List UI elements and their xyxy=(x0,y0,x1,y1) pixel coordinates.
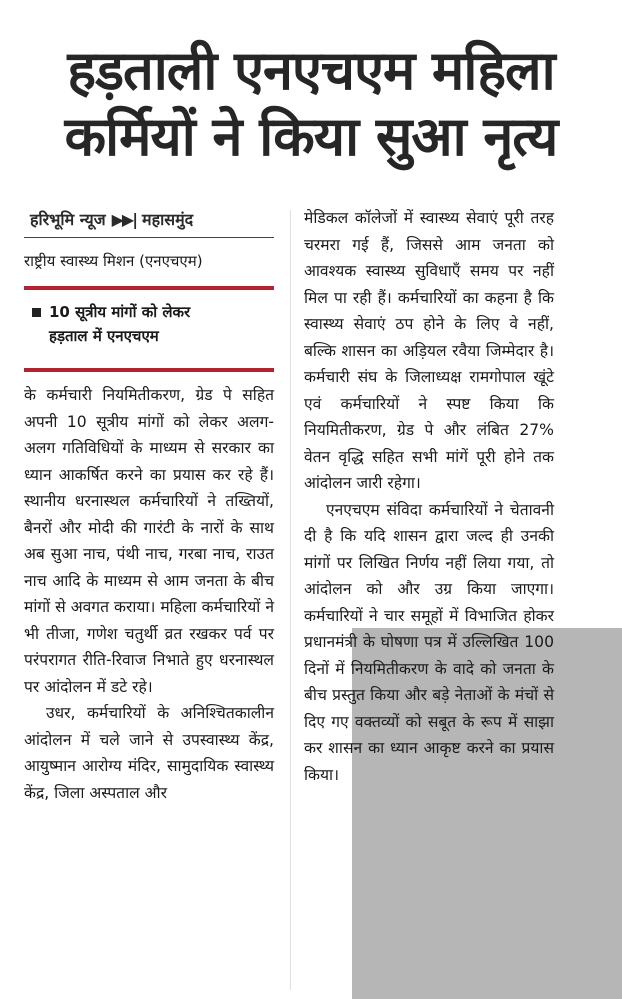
headline xyxy=(0,38,622,170)
byline-source: हरिभूमि न्यूज xyxy=(30,210,106,229)
right-column xyxy=(304,205,554,788)
bullet-square-icon xyxy=(32,308,41,317)
paragraph: एनएचएम संविदा कर्मचारियों ने चेतावनी दी है कि यदि शासन द्वारा जल्द ही उनकी मांगों पर लिखित निर्णय नहीं लिया गया, तो आंदोलन को और उग्र किया जाएगा। कर्मचारियों ने चार समूहों में विभाजित होकर प्रधानमंत्री के घोषणा पत्र में उल्लिखित 100 दिनों में नियमितीकरण के वादे को जनता के बीच प्रस्तुत किया और बड़े नेताओं के मंचों से दिए गए वक्तव्यों को सबूत के रूप में साझा कर शासन का ध्यान आकृष्ट करने का प्रयास किया। xyxy=(304,500,554,784)
byline xyxy=(30,205,274,235)
paragraph: उधर, कर्मचारियों के अनिश्चितकालीन आंदोलन में चले जाने से उपस्वास्थ्य केंद्र, आयुष्मान आरोग्य मंदिर, सामुदायिक स्वास्थ्य केंद्र, जिला अस्पताल और xyxy=(24,704,274,802)
highlight-line-1: 10 सूत्रीय मांगों को लेकर xyxy=(49,303,191,321)
intro-line: राष्ट्रीय स्वास्थ्य मिशन (एनएचएम) xyxy=(24,252,203,270)
headline-line-1: हड़ताली एनएचएम महिला xyxy=(67,39,555,102)
highlight-bottom-rule xyxy=(24,368,274,372)
highlight-line-2: हड़ताल में एनएचएम xyxy=(49,327,159,345)
byline-location: महासमुंद xyxy=(142,210,194,229)
paragraph: मेडिकल कॉलेजों में स्वास्थ्य सेवाएं पूरी तरह चरमरा गई हैं, जिससे आम जनता को आवश्यक स्वास्थ्य सुविधाएँ समय पर नहीं मिल पा रही हैं। कर्मचारियों का कहना है कि स्वास्थ्य सेवाएं ठप होने के लिए वे नहीं, बल्कि शासन का अड़ियल रवैया जिम्मेदार है। कर्मचारी संघ के जिलाध्यक्ष रामगोपाल खूंटे एवं कर्मचारियों ने स्पष्ट किया कि नियमितीकरण, ग्रेड पे और लंबित 27% वेतन वृद्धि सहित सभी मांगें पूरी होने तक आंदोलन जारी रहेगा। xyxy=(304,209,554,492)
headline-line-2: कर्मियों ने किया सुआ नृत्य xyxy=(64,105,558,168)
paragraph: के कर्मचारी नियमितीकरण, ग्रेड पे सहित अपनी 10 सूत्रीय मांगों को लेकर अलग-अलग गतिविधियों के माध्यम से सरकार का ध्यान आकर्षित करने का प्रयास कर रहे हैं। स्थानीय धरनास्थल कर्मचारियों ने तख्तियों, बैनरों और मोदी की गारंटी के नारों के साथ अब सुआ नाच, पंथी नाच, गरबा नाच, राउत नाच आदि के माध्यम से आम जनता के बीच मांगों से अवगत कराया। महिला कर्मचारियों ने भी तीजा, गणेश चतुर्थी व्रत रखकर पर्व पर परंपरागत रीति-रिवाज निभाते हुए धरनास्थल पर आंदोलन में डटे रहे। xyxy=(24,386,274,696)
column-divider xyxy=(290,210,291,990)
left-body xyxy=(24,382,274,806)
right-body xyxy=(304,205,554,788)
highlight-box xyxy=(24,290,274,362)
byline-separator-icon: ▶▶| xyxy=(111,210,137,229)
byline-rule xyxy=(24,237,274,238)
left-column xyxy=(24,205,274,806)
